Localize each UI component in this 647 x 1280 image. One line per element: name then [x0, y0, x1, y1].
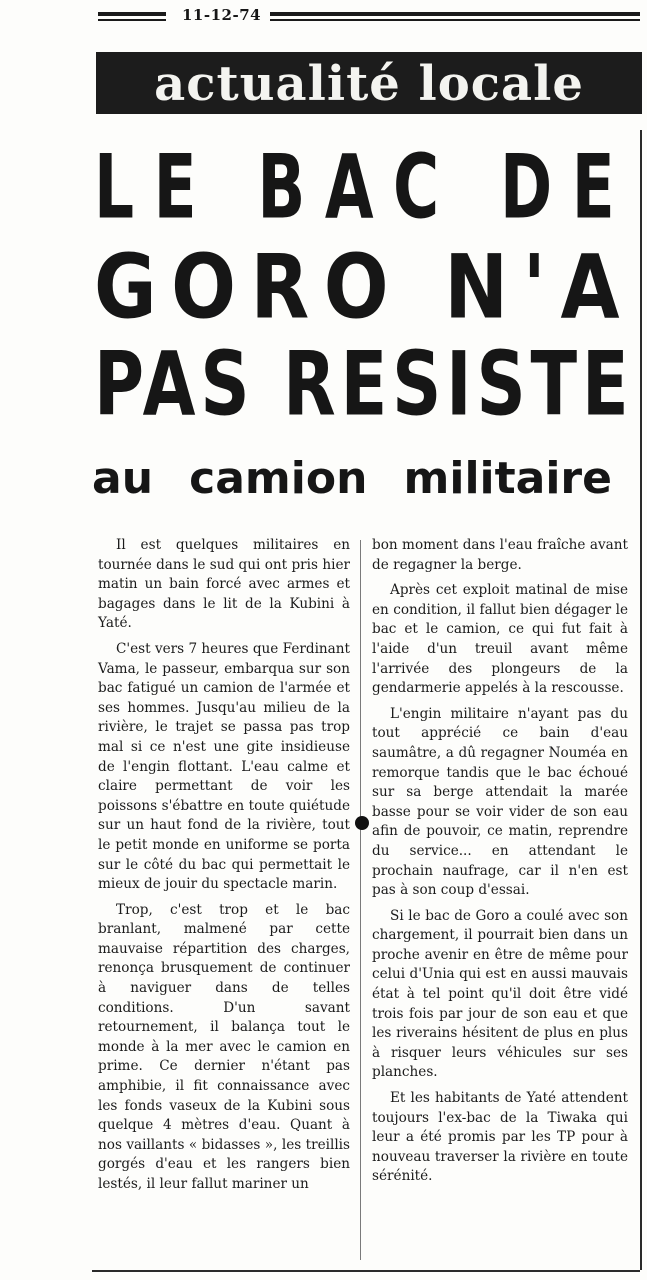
paragraph: C'est vers 7 heures que Ferdinant Vama, le passeur, embarqua sur son bac fatigué un camion de l'armée et ses hommes. Jusqu'au milieu de la rivière, le trajet se passa pas trop mal si ce n'est une gite insidieuse de l'engin flottant. L'eau calme et claire permettant de voir les poissons s'ébattre en toute quiétude sur un haut fond de la rivière, tout le petit monde en uniforme se porta sur le côté du bac qui permettait le mieux de jouir du spectacle marin.: [98, 640, 351, 893]
headline-line-2: GORO N'A: [94, 235, 635, 339]
top-rule-left-thin: [98, 19, 166, 21]
top-rule-right-thin: [270, 19, 640, 21]
paragraph: Si le bac de Goro a coulé avec son chargement, il pourrait bien dans un proche avenir en être de même pour celui d'Unia qui est en aussi mauvais état à tel point qu'il doit être vidé trois fois par jour de son eau et que les riverains hésitent de plus en plus à risquer leurs véhicules sur ses planches.: [372, 907, 628, 1081]
column-separator: [360, 540, 361, 1260]
issue-date: 11-12-74: [182, 6, 262, 24]
headline-line-3: PAS RESISTE: [94, 332, 634, 436]
ink-blot: [355, 816, 369, 830]
section-title: actualité locale: [154, 56, 584, 112]
headline-line-1: LE BAC DE: [94, 135, 635, 239]
section-banner: [96, 52, 642, 114]
paragraph: Et les habitants de Yaté attendent toujours l'ex-bac de la Tiwaka qui leur a été promis par les TP pour à nouveau traverser la rivière en toute sérénité.: [372, 1090, 628, 1185]
paragraph: L'engin militaire n'ayant pas du tout apprécié ce bain d'eau saumâtre, a dû regagner Nouméa en remorque tandis que le bac échoué sur sa berge attendait la marée basse pour se voir vider de son eau afin de pouvoir, ce matin, reprendre du service... en attendant le prochain naufrage, car il n'en est pas à son coup d'essai.: [372, 705, 628, 899]
paragraph: Trop, c'est trop et le bac branlant, malmené par cette mauvaise répartition des charges, renonça brusquement de continuer à naviguer dans de telles conditions. D'un savant retournement, il balança tout le monde à la mer avec le camion en prime. Ce dernier n'étant pas amphibie, il fit connaissance avec les fonds vaseux de la Kubini sous quelque 4 mètres d'eau. Quant à nos vaillants « bidasses », les treillis gorgés d'eau et les rangers bien lestés, il leur fallut mariner un: [98, 901, 350, 1192]
subheadline-word: au: [92, 453, 154, 504]
subheadline: [92, 453, 612, 504]
paragraph: bon moment dans l'eau fraîche avant de regagner la berge.: [372, 537, 628, 573]
top-rule-right: [270, 12, 640, 16]
subheadline-word: camion: [189, 453, 368, 504]
paragraph: Il est quelques militaires en tournée dans le sud qui ont pris hier matin un bain forcé avec armes et bagages dans le lit de la Kubini à Yaté.: [98, 537, 350, 632]
top-rule-left: [98, 12, 166, 16]
subheadline-word: militaire: [403, 453, 612, 504]
paragraph: Après cet exploit matinal de mise en condition, il fallut bien dégager le bac et le camion, ce qui fut fait à l'aide d'un treuil avant même l'arrivée des plongeurs de la gendarmerie appelés à la rescousse.: [372, 582, 628, 697]
bottom-rule: [92, 1270, 640, 1272]
article-column-left: [98, 536, 350, 1195]
article-column-right: [372, 536, 628, 1187]
right-border-rule: [640, 130, 642, 1270]
